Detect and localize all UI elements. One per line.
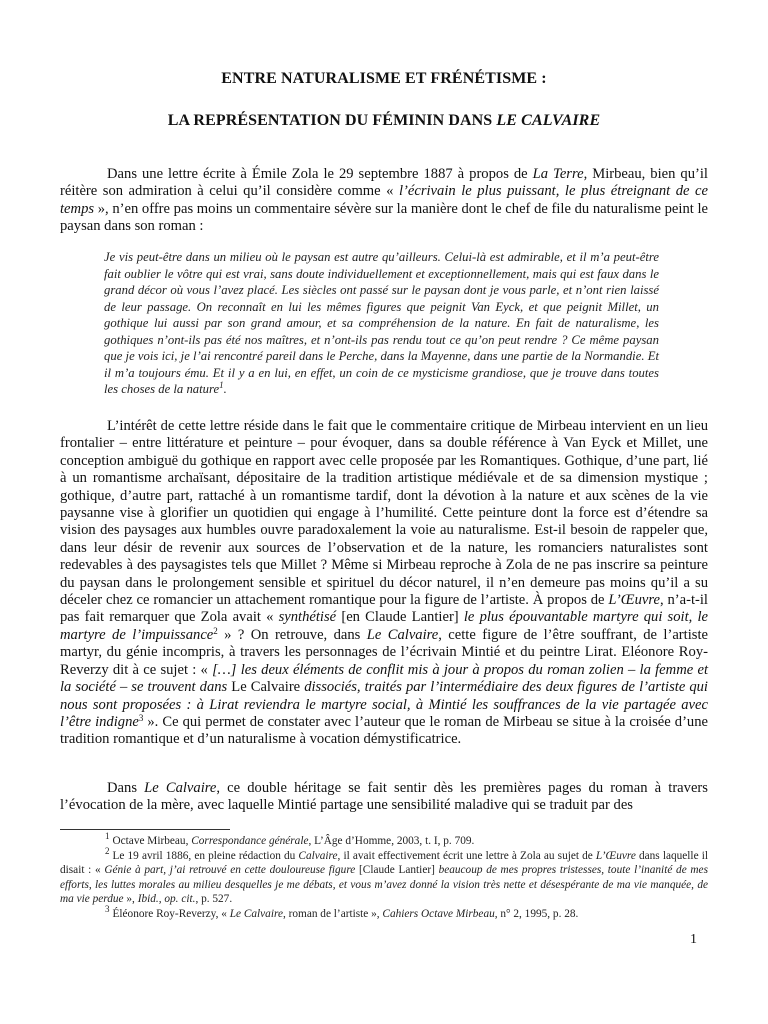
page-number: 1 [690, 932, 697, 947]
footnote-3-number: 3 [105, 903, 110, 914]
p2-text-i: , cette figure de l’être souffrant, de l’artiste martyr, du génie incompris, à travers les personnages de l’écrivain Mintié et du peintre Lirat. Eléonore Roy-Reverzy dit à ce sujet : « [60, 626, 708, 678]
fn2-text-g: [Claude Lantier] [355, 864, 439, 877]
p2-text-k: Le Calvaire [231, 679, 301, 696]
fn3-text-e: , n° 2, 1995, p. 28. [494, 907, 579, 920]
paragraph-3 [60, 780, 708, 815]
fn1-italic-b: Correspondance générale [191, 835, 309, 847]
p2-italic-j: […] les deux éléments de conflit mis à jour à propos du roman zolien – la femme et la société – se trouvent dans [60, 661, 708, 696]
fn2-italic-d: L’Œuvre [595, 849, 636, 862]
fn2-text-k: , p. 527. [195, 893, 233, 906]
p2-text-e: [en Claude Lantier] [336, 609, 464, 626]
p1-text-e: », n’en offre pas moins un commentaire sévère sur la manière dont le chef de file du naturalisme peint le paysan dans son roman : [60, 200, 708, 235]
p1-text-c: , Mirbeau, bien qu’il réitère son admiration à celui qu’il considère comme « [60, 166, 708, 200]
fn3-italic-d: Cahiers Octave Mirbeau [382, 907, 495, 920]
fn2-italic-j: Ibid., op. cit. [137, 893, 196, 906]
footnotes [60, 831, 708, 922]
fn2-italic-f: Génie à part, j’ai retrouvé en cette douloureuse figure [104, 864, 356, 877]
fn2-italic-h: beaucoup de mes propres tristesses, toute l’inanité de mes efforts, les luttes morales au milieu desquelles je me débats, et vous m’avez donné la vision très nette et désespérante de ma vie manquée, de ma vie perdue [60, 864, 708, 906]
fn1-text-a: Octave Mirbeau, [112, 835, 192, 847]
fn2-text-c: , il avait effectivement écrit une lettre à Zola au sujet de [337, 849, 596, 862]
p2-text-m: ». Ce qui permet de constater avec l’auteur que le roman de Mirbeau se situe à la croisée d’une tradition romantique et d’un naturalisme à vocation démystificatrice. [60, 713, 709, 748]
fn2-text-a: Le 19 avril 1886, en pleine rédaction du [112, 849, 299, 862]
footnote-1 [60, 831, 708, 849]
fn3-text-c: , roman de l’artiste », [282, 907, 383, 920]
title-line-2-italic: LE CALVAIRE [496, 112, 601, 129]
block-quote: Je vis peut-être dans un milieu où le paysan est autre qu’ailleurs. Celui-là est admirable, et il m’a peut-être fait oublier le vôtre qui est vrai, sans doute individuellement et exceptionnellement, mais qui est faux dans le grand décor où vous l’avez placé. Les siècles ont passé sur le paysan dont je vous parle, et n’ont rien laissé de leur passage. On reconnaît en lui les mêmes figures que peignit Van Eyck, et que peignit Millet, un gothique lui aussi par son grand amour, et sa compréhension de la nature. En fait de naturalisme, les gothiques n’ont-ils pas été nos maîtres, et n’ont-ils pas rendu tout ce qu’on peut rendre ? Ce même paysan que je vois ici, je l’ai rencontré pareil dans le Perche, dans la Mayenne, dans une partie de la Normandie. Et il m’a toujours ému. Et il y a en lui, en effet, un coin de ce mysticisme grandiose, que je trouve dans toutes les choses de la nature$^1$. [104, 250, 659, 396]
paragraph-2 [60, 418, 708, 749]
quote-text: Je vis peut-être dans un milieu où le paysan est autre qu’ailleurs. Celui-là est admirable, et il m’a peut-être fait oublier le vôtre qui est vrai, sans doute individuellement et exceptionnellement, mais qui est faux dans le grand décor où vous l’avez placé. Les siècles ont passé sur le paysan dont je vous parle, et n’ont rien laissé de leur passage. On reconnaît en lui les mêmes figures que peignit Van Eyck, et que peignit Millet, un gothique lui aussi par son grand amour, et sa compréhension de la nature. En fait de naturalisme, les gothiques n’ont-ils pas été nos maîtres, et n’ont-ils pas rendu tout ce qu’on peut rendre ? Ce même paysan que je vois ici, je l’ai rencontré pareil dans le Perche, dans la Mayenne, dans une partie de la Normandie. Et il m’a toujours ému. Et il y a en lui, en effet, un coin de ce mysticisme grandiose, que je trouve dans toutes les choses de la nature [104, 250, 659, 396]
p2-italic-b: L’Œuvre [608, 592, 660, 609]
fn3-text-a: Éléonore Roy-Reverzy, « [112, 907, 230, 920]
p2-text-c: , n’a-t-il pas fait remarquer que Zola avait « [60, 592, 708, 626]
fn1-text-c: , L’Âge d’Homme, 2003, t. I, p. 709. [308, 835, 475, 847]
p2-italic-l: dissociés, traités par l’intermédiaire des deux figures de l’artiste qui nous sont proposées : à Lirat reviendra le martyre social, à Mintié les souffrances de la vie partagée avec l’être indigne [60, 679, 708, 730]
fn2-italic-b: Calvaire [298, 849, 338, 862]
footnote-3 [60, 903, 708, 922]
footnote-2-number: 2 [105, 845, 110, 856]
p3-text-a: Dans [107, 780, 145, 796]
footnote-separator [60, 829, 230, 830]
fn3-italic-b: Le Calvaire [229, 907, 283, 920]
paragraph-1 [60, 166, 708, 236]
p2-italic-d: synthétisé [278, 609, 337, 626]
p2-italic-h: Le Calvaire [366, 626, 439, 643]
footnote-ref-1[interactable]: 1 [219, 380, 224, 390]
title-line-1: ENTRE NATURALISME ET FRÉNÉTISME : [221, 70, 547, 87]
p1-italic-b: La Terre [532, 166, 584, 182]
footnote-2 [60, 845, 708, 907]
title-line-2 [60, 112, 708, 130]
p3-italic-b: Le Calvaire [144, 780, 217, 796]
p2-italic-f: le plus épouvantable martyre qui soit, le martyre de l’impuissance [60, 609, 708, 643]
p2-text-a: L’intérêt de cette lettre réside dans le fait que le commentaire critique de Mirbeau intervient en un lieu frontalier – entre littérature et peinture – pour évoquer, dans sa double référence à Van Eyck et Millet, une conception ambiguë du gothique en rapport avec celle proposée par les Romantiques. Gothique, d’une part, lié à un romantisme archaïsant, dépositaire de la tradition artistique médiévale et de sa dimension mystique ; gothique, d’autre part, rattaché à un romantisme tardif, dont la dévotion à la nature et aux scènes de la vie paysanne vise à glorifier un quotidien qui engage à l’humilité. Cette peinture dont la force est d’étendre sa vision des paysages aux humbles ouvre paradoxalement la voie au naturalisme. Est-il besoin de rappeler que, dans leur désir de revenir aux sources de l’observation et de la nature, les romanciers naturalistes sont redevables à des paysagistes tels que Millet ? Même si Mirbeau reproche à Zola de ne pas inscrire sa peinture du paysan dans le prolongement sensible et spirituel du décor naturel, il n’en demeure pas moins qu’il a su déceler chez ce romancier un attachement romantique pour la figure de l’artiste. À propos de [60, 418, 708, 609]
fn2-text-e: dans laquelle il disait : « [60, 849, 708, 877]
title-line-2-text: LA REPRÉSENTATION DU FÉMININ DANS [167, 112, 497, 129]
footnote-ref-2[interactable]: 2 [213, 625, 218, 636]
p1-italic-d: l’écrivain le plus puissant, le plus étreignant de ce temps [60, 183, 708, 217]
p1-text-a: Dans une lettre écrite à Émile Zola le 29 septembre 1887 à propos de [107, 166, 533, 182]
p3-text-c: , ce double héritage se fait sentir dès les premières pages du roman à travers l’évocation de la mère, avec laquelle Mintié partage une sensibilité maladive qui se traduit par des [60, 780, 708, 814]
footnote-1-number: 1 [105, 831, 110, 841]
fn2-text-i: », [123, 893, 138, 906]
footnote-ref-3[interactable]: 3 [138, 712, 144, 723]
p2-text-g: » ? On retrouve, dans [217, 626, 367, 643]
